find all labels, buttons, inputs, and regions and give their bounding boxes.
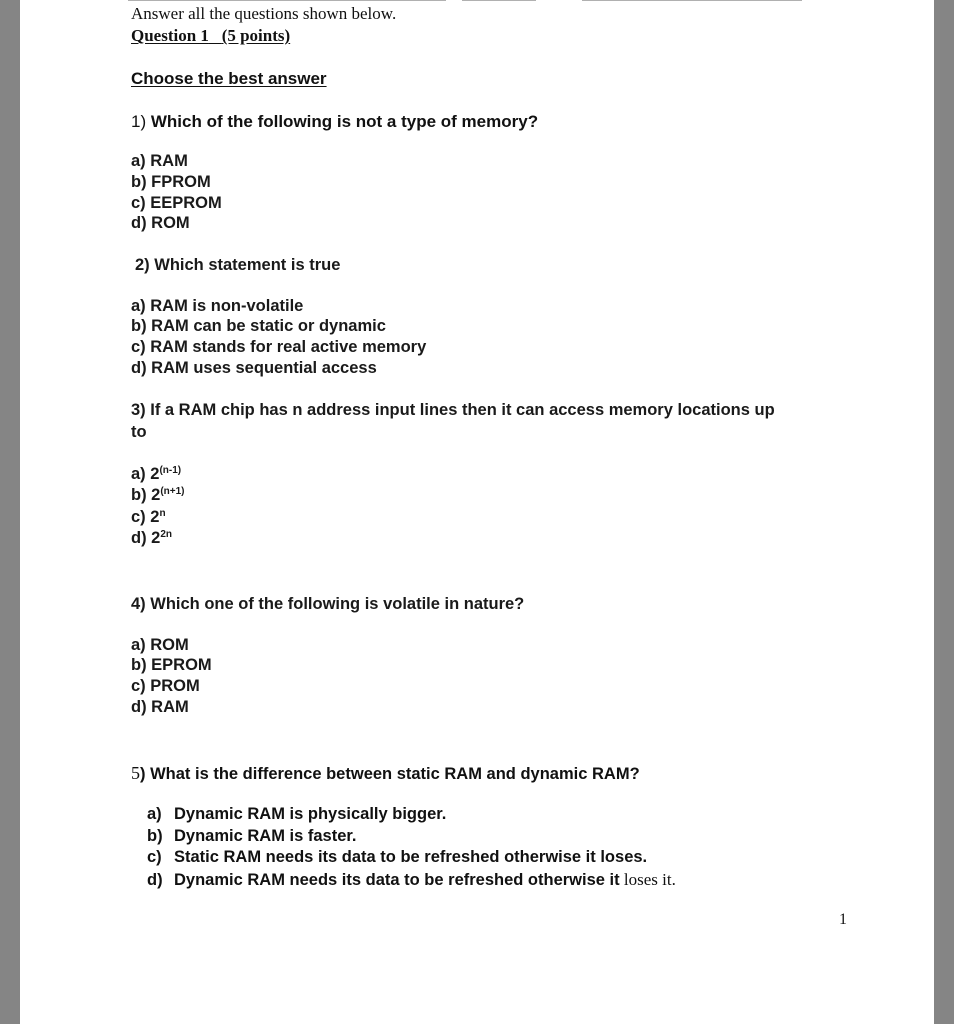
q4-option-d[interactable]: d) RAM bbox=[131, 698, 189, 716]
section-title: Choose the best answer bbox=[131, 69, 327, 88]
q3-option-b[interactable]: b) $2^{(n+1)}$ bbox=[131, 486, 185, 504]
q1-option-d[interactable]: d) ROM bbox=[131, 214, 190, 232]
q4-question: 4) Which one of the following is volatile in nature? bbox=[131, 595, 525, 613]
q3-option-c[interactable]: c) 2$^n$ bbox=[131, 508, 166, 526]
q2-option-a[interactable]: a) RAM is non-volatile bbox=[131, 297, 304, 315]
instruction-text: Answer all the questions shown below. bbox=[131, 4, 397, 23]
q3-question-line2: to bbox=[131, 423, 147, 441]
q1-text: Which of the following is not a type of memory? bbox=[150, 112, 539, 131]
top-rule-1 bbox=[128, 0, 446, 1]
q5-option-a[interactable]: a) Dynamic RAM is physically bigger. bbox=[147, 805, 447, 823]
q5-question bbox=[131, 763, 640, 784]
q1-question bbox=[131, 112, 538, 132]
q5-option-c[interactable]: c) Static RAM needs its data to be refreshed otherwise it loses. bbox=[147, 848, 648, 866]
page-number: 1 bbox=[839, 911, 847, 928]
q1-option-c[interactable]: c) EEPROM bbox=[131, 194, 222, 212]
q1-number: 1) bbox=[131, 112, 147, 131]
q1-option-a[interactable]: a) RAM bbox=[131, 152, 188, 170]
question-heading bbox=[131, 26, 290, 46]
question-title: Question 1 bbox=[131, 26, 209, 45]
q5-text: ) What is the difference between static RAM and dynamic RAM? bbox=[140, 765, 640, 783]
q2-option-c[interactable]: c) RAM stands for real active memory bbox=[131, 338, 427, 356]
q2-option-d[interactable]: d) RAM uses sequential access bbox=[131, 359, 377, 377]
top-rule-3 bbox=[582, 0, 802, 1]
q2-option-b[interactable]: b) RAM can be static or dynamic bbox=[131, 317, 386, 335]
q3-option-d[interactable]: d) $2^{2n}$ bbox=[131, 529, 173, 547]
q5-option-d[interactable]: d) Dynamic RAM needs its data to be refreshed otherwise it loses it. bbox=[147, 870, 676, 889]
question-points: (5 points) bbox=[221, 26, 291, 45]
q3-question-line1: 3) If a RAM chip has n address input lines then it can access memory locations up bbox=[131, 401, 775, 419]
q4-option-c[interactable]: c) PROM bbox=[131, 677, 200, 695]
q3-option-a[interactable]: a) 2$^{(n-1)}$ bbox=[131, 465, 182, 483]
q4-option-b[interactable]: b) EPROM bbox=[131, 656, 212, 674]
document-page bbox=[20, 0, 934, 1024]
q1-option-b[interactable]: b) FPROM bbox=[131, 173, 211, 191]
q4-option-a[interactable]: a) ROM bbox=[131, 636, 189, 654]
q2-question: 2) Which statement is true bbox=[135, 256, 341, 274]
top-rule-2 bbox=[462, 0, 536, 1]
q5-option-b[interactable]: b) Dynamic RAM is faster. bbox=[147, 827, 357, 845]
q5-number: 5 bbox=[131, 763, 140, 783]
